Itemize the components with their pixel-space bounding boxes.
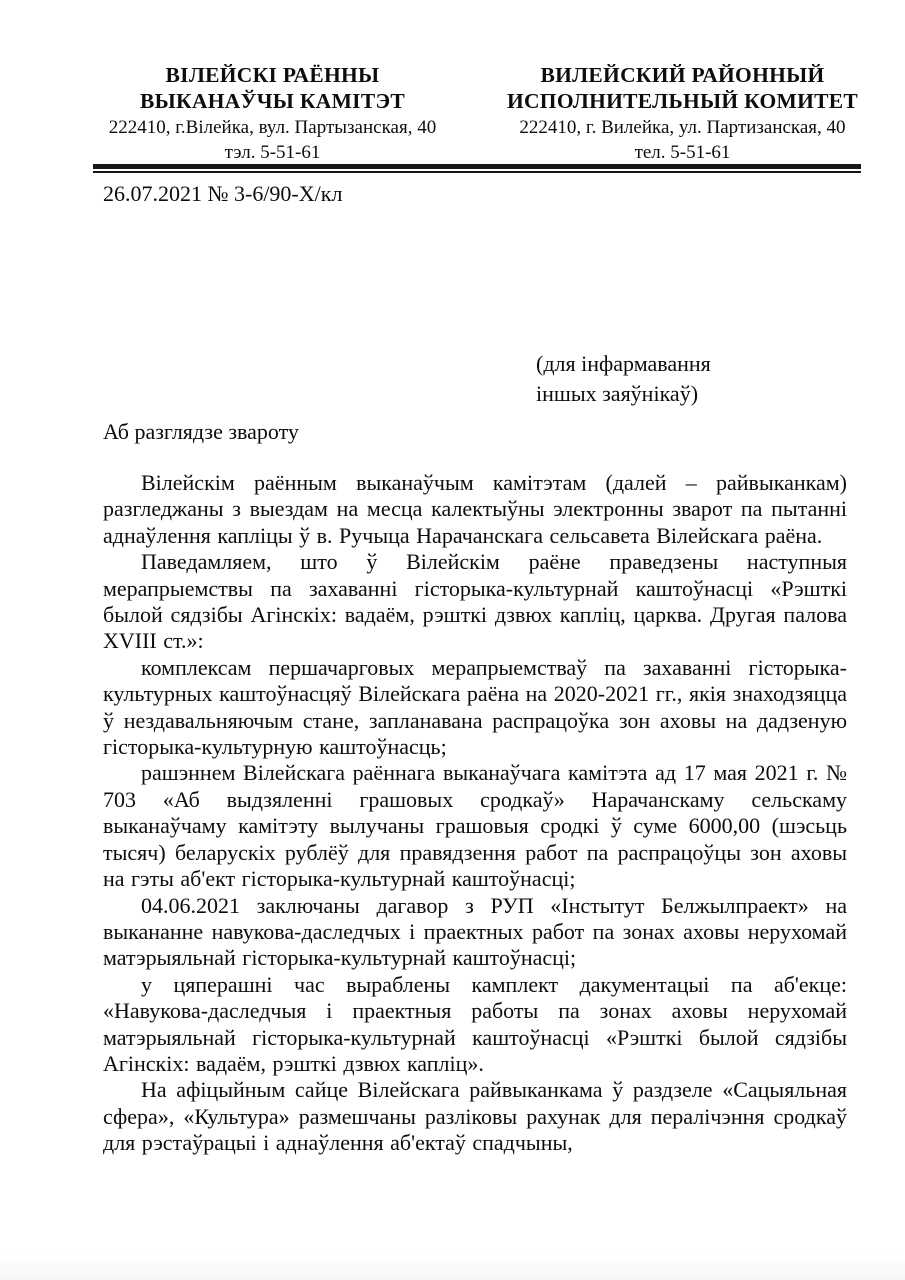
paragraph-7: На афіцыйным сайце Вілейскага райвыканкама ў раздзеле «Сацыяльная сфера», «Культура» размешчаны разліковы рахунак для пералічэння сродкаў для рэстаўрацыі і аднаўлення аб'ектаў спадчыны, [103, 1077, 847, 1156]
org-phone: тэл. 5-51-61 [224, 142, 321, 163]
letter-body [103, 470, 847, 1157]
letterhead-divider-rule [93, 164, 861, 173]
paragraph-6: у цяперашні час выраблены камплект дакументацыі па аб'екце: «Навукова-даследчыя і праектныя работы па зонах аховы нерухомай матэрыяльнай гісторыка-культурнай каштоўнасці «Рэшткі былой сядзібы Агінскіх: вадаём, рэшткі дзвюх капліц». [103, 971, 847, 1076]
org-name-line2: ВЫКАНАЎЧЫ КАМІТЭТ [140, 89, 405, 113]
paragraph-1: Вілейскім раённым выканаўчым камітэтам (далей – райвыканкам) разгледжаны з выездам на месца калектыўны электронны зварот па пытанні аднаўлення капліцы ў в. Ручыца Нарачанскага сельсавета Вілейскага раёна. [103, 470, 847, 548]
paragraph-4: рашэннем Вілейскага раённага выканаўчага камітэта ад 17 мая 2021 г. № 703 «Аб выдзяленні грашовых сродкаў» Нарачанскаму сельскаму выканаўчаму камітэту вылучаны грашовыя сродкі ў суме 6000,00 (шэсьць тысяч) беларускіх рублёў для правядзення работ па распрацоўцы зон аховы на гэты аб'ект гісторыка-культурнай каштоўнасці; [103, 760, 847, 892]
paragraph-5: 04.06.2021 заключаны дагавор з РУП «Інстытут Белжылпраект» на выкананне навукова-даследчых і праектных работ па зонах аховы нерухомай матэрыяльнай гісторыка-культурнай каштоўнасці; [103, 892, 847, 971]
org-name-line2: ИСПОЛНИТЕЛЬНЫЙ КОМИТЕТ [506, 89, 859, 113]
subject-line: Аб разглядзе звароту [103, 419, 299, 444]
scan-edge-shading [0, 1254, 905, 1280]
paragraph-3: комплексам першачарговых мерапрыемстваў па захаванні гісторыка-культурных каштоўнасцяў Вілейскага раёна на 2020-2021 гг., якія знаходзяцца ў нездавальняючым стане, запланавана распрацоўка зон аховы на дадзеную гісторыка-культурную каштоўнасць; [103, 654, 847, 760]
org-name-line1: ВИЛЕЙСКИЙ РАЙОННЫЙ [540, 63, 825, 87]
letterhead-right-russian [505, 62, 860, 165]
letterhead-left-belarusian [95, 62, 450, 165]
org-address: 222410, г.Вілейка, вул. Партызанская, 40 [108, 117, 437, 138]
letterhead [95, 62, 860, 165]
paragraph-2: Паведамляем, што ў Вілейскім раёне праведзены наступныя мерапрыемствы па захаванні гісторыка-культурнай каштоўнасці «Рэшткі былой сядзібы Агінскіх: вадаём, рэшткі дзвюх капліц, царква. Другая палова XVIII ст.»: [103, 549, 847, 654]
org-address: 222410, г. Вилейка, ул. Партизанская, 40 [519, 117, 846, 138]
addressee-note-line1: (для інфармавання [536, 351, 711, 376]
reference-date-number: 26.07.2021 № 3-6/90-Х/кл [103, 181, 343, 206]
addressee-note [536, 349, 711, 409]
addressee-note-line2: іншых заяўнікаў) [536, 381, 699, 406]
org-name-line1: ВІЛЕЙСКІ РАЁННЫ [165, 63, 380, 87]
org-phone: тел. 5-51-61 [634, 142, 731, 163]
